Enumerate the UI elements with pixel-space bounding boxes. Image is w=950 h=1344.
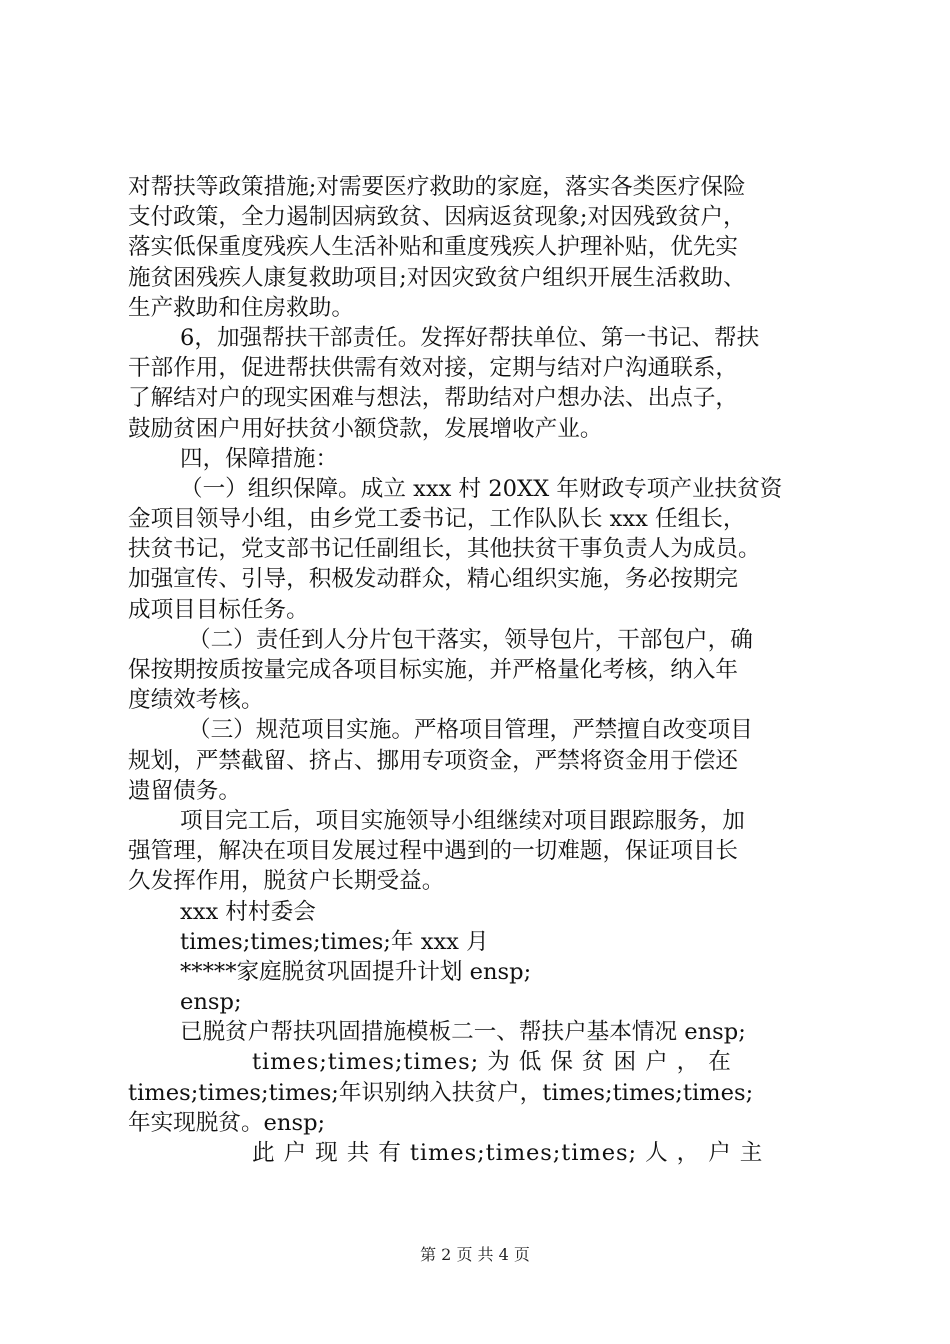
text-line: （二）责任到人分片包干落实，领导包片，干部包户，确 <box>188 626 753 653</box>
text-line: 干部作用，促进帮扶供需有效对接，定期与结对户沟通联系， <box>128 355 739 382</box>
text-line: 强管理，解决在项目发展过程中遇到的一切难题，保证项目长 <box>128 838 739 865</box>
text-line: 鼓励贫困户用好扶贫小额贷款，发展增收产业。 <box>128 415 603 442</box>
text-line: 扶贫书记，党支部书记任副组长，其他扶贫干事负责人为成员。 <box>128 536 761 563</box>
document-body <box>128 172 832 1168</box>
text-line: 了解结对户的现实困难与想法，帮助结对户想办法、出点子， <box>128 385 739 412</box>
text-line: 加强宣传、引导，积极发动群众，精心组织实施，务必按期完 <box>128 566 739 593</box>
text-line: 施贫困残疾人康复救助项目;对因灾致贫户组织开展生活救助、 <box>128 264 746 291</box>
text-line: 6，加强帮扶干部责任。发挥好帮扶单位、第一书记、帮扶 <box>180 324 760 351</box>
text-line: （三）规范项目实施。严格项目管理，严禁擅自改变项目 <box>188 717 753 744</box>
text-line: 保按期按质按量完成各项目标实施，并严格量化考核，纳入年 <box>128 657 739 683</box>
text-line: 对帮扶等政策措施;对需要医疗救助的家庭，落实各类医疗保险 <box>128 174 746 200</box>
text-line: times;times;times;年识别纳入扶贫户，times;times;times; <box>128 1079 754 1106</box>
date-line: times;times;times;年 xxx 月 <box>180 928 489 955</box>
text-line: （一）组织保障。成立 xxx 村 20XX 年财政专项产业扶贫资 <box>180 475 783 502</box>
page-footer: 第 2 页 共 4 页 <box>420 1245 530 1264</box>
text-line: 年实现脱贫。ensp; <box>128 1109 326 1136</box>
text-line: 支付政策，全力遏制因病致贫、因病返贫现象;对因残致贫户， <box>128 204 746 231</box>
signature-line: xxx 村村委会 <box>180 898 316 925</box>
text-line: 成项目目标任务。 <box>128 596 309 623</box>
section-heading: 四，保障措施： <box>180 445 339 472</box>
text-line: 遗留债务。 <box>128 777 241 804</box>
text-line: 此 户 现 共 有 times;times;times; 人 ， 户 主 <box>252 1140 764 1166</box>
text-line: 度绩效考核。 <box>128 687 264 714</box>
text-line: 落实低保重度残疾人生活补贴和重度残疾人护理补贴，优先实 <box>128 234 739 261</box>
text-line: times;times;times; 为 低 保 贫 困 户 ， 在 <box>252 1049 732 1076</box>
text-line: 规划，严禁截留、挤占、挪用专项资金，严禁将资金用于偿还 <box>128 747 739 774</box>
text-line: 生产救助和住房救助。 <box>128 294 354 321</box>
plan-title: *****家庭脱贫巩固提升计划 ensp; <box>180 958 532 985</box>
text-line: 项目完工后，项目实施领导小组继续对项目跟踪服务，加 <box>180 807 745 834</box>
text-line: 金项目领导小组，由乡党工委书记，工作队队长 xxx 任组长， <box>128 506 746 533</box>
text-line: ensp; <box>180 989 242 1016</box>
text-line: 久发挥作用，脱贫户长期受益。 <box>128 868 445 895</box>
text-line: 已脱贫户帮扶巩固措施模板二一、帮扶户基本情况 ensp; <box>180 1019 746 1046</box>
